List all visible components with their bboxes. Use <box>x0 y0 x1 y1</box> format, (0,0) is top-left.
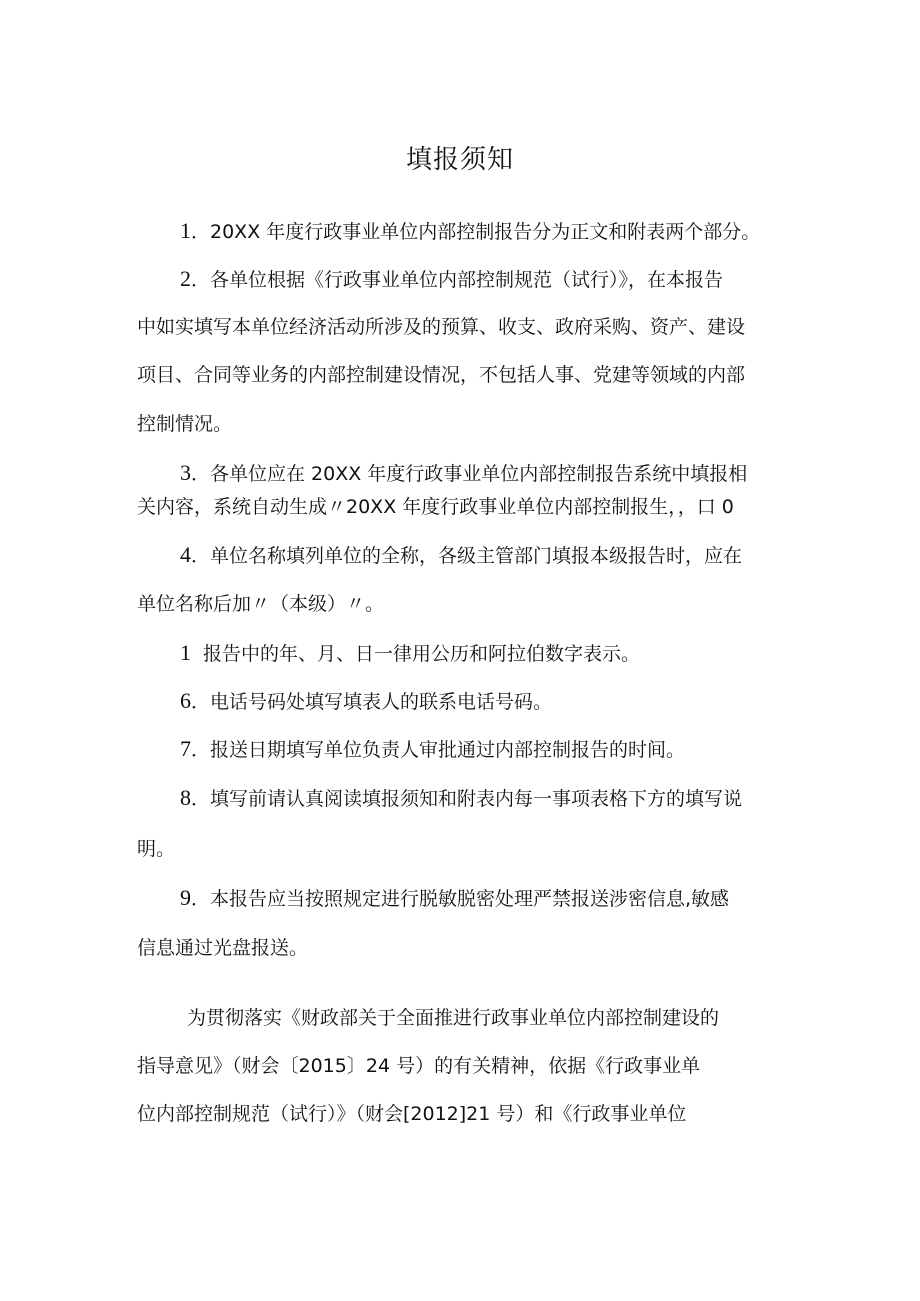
item-2-line-1: 2．各单位根据《行政事业单位内部控制规范（试行）》，在本报告 <box>180 266 724 291</box>
item-number: 1 <box>180 218 191 243</box>
item-8-line-1: 8．填写前请认真阅读填报须知和附表内每一事项表格下方的填写说 <box>180 785 743 810</box>
item-6-line-1: 6．电话号码处填写填表人的联系电话号码。 <box>180 688 553 713</box>
item-3-line-1: 3．各单位应在 20XX 年度行政事业单位内部控制报告系统中填报相 <box>180 460 748 485</box>
item-4-line-1: 4．单位名称填列单位的全称，各级主管部门填报本级报告时，应在 <box>180 542 743 567</box>
page-title: 填报须知 <box>405 145 514 175</box>
item-5-line-1: 1 报告中的年、月、日一律用公历和阿拉伯数字表示。 <box>180 640 641 665</box>
item-number: 2 <box>180 266 191 291</box>
item-9-line-2: 信息通过光盘报送。 <box>137 937 309 959</box>
item-number: 3 <box>180 460 191 485</box>
item-2-line-4: 控制情况。 <box>137 413 233 435</box>
item-7-line-1: 7．报送日期填写单位负责人审批通过内部控制报告的时间。 <box>180 736 686 761</box>
item-number: 1 <box>180 640 191 665</box>
item-number: 6 <box>180 688 191 713</box>
item-number: 9 <box>180 885 191 910</box>
item-3-line-2: 关内容，系统自动生成〃20XX 年度行政事业单位内部控制报生，，口 0 <box>137 496 734 518</box>
item-8-line-2: 明。 <box>137 838 176 860</box>
item-2-line-2: 中如实填写本单位经济活动所涉及的预算、收支、政府采购、资产、建设 <box>137 316 746 338</box>
item-9-line-1: 9．本报告应当按照规定进行脱敏脱密处理严禁报送涉密信息,敏感 <box>180 885 730 910</box>
item-number: 8 <box>180 785 191 810</box>
intro-line-1: 为贯彻落实《财政部关于全面推进行政事业单位内部控制建设的 <box>187 1007 720 1029</box>
item-1-line-1: 1．20XX 年度行政事业单位内部控制报告分为正文和附表两个部分。 <box>180 218 761 243</box>
item-4-line-2: 单位名称后加〃（本级）〃。 <box>137 593 385 615</box>
item-number: 7 <box>180 736 191 761</box>
item-number: 4 <box>180 542 191 567</box>
item-2-line-3: 项目、合同等业务的内部控制建设情况，不包括人事、党建等领域的内部 <box>137 364 746 386</box>
intro-line-2: 指导意见》（财会〔2015〕24 号）的有关精神，依据《行政事业单 <box>137 1055 701 1077</box>
intro-line-3: 位内部控制规范（试行）》（财会[2012]21 号）和《行政事业单位 <box>137 1103 687 1125</box>
